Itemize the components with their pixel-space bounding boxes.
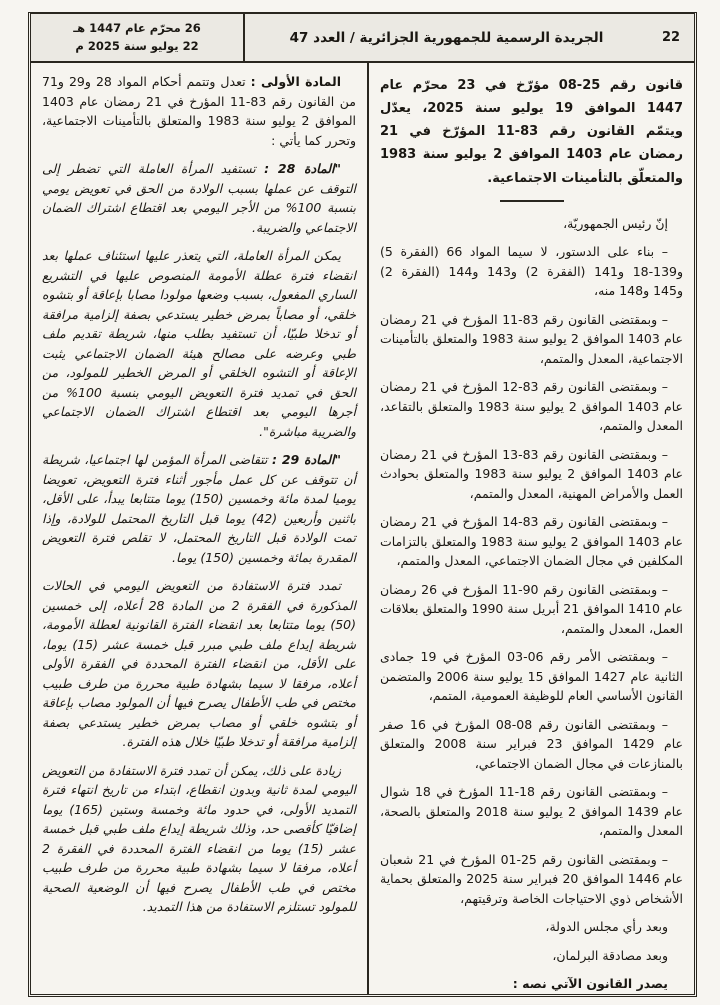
articles-column — [31, 63, 367, 994]
hijri-date: 26 محرّم عام 1447 هـ — [73, 20, 201, 35]
visa-constitution: – بناء على الدستور، لا سيما المواد 66 (الفقرة 5) و139‏-‏18 و141 (الفقرة 2) و143 و144 (الفقرة 2) و145 و148 منه، — [380, 244, 684, 299]
visa-law-83-11: – وبمقتضى القانون رقم 83‏-‏11 المؤرخ في 21 رمضان عام 1403 الموافق 2 يوليو سنة 1983 والمتعلق بالتأمينات الاجتماعية، المعدل والمتمم، — [380, 311, 684, 366]
visa-ordinance-06-03: – وبمقتضى الأمر رقم 06‏-‏03 المؤرخ في 19 جمادى الثانية عام 1427 الموافق 15 يوليو سنة 2006 والمتضمن القانون الأساسي العام للوظيفة العمومية، المتمم، — [380, 649, 684, 704]
preamble-intro: إنّ رئيس الجمهوريّة، — [563, 215, 668, 231]
content-columns — [31, 63, 694, 994]
visa-law-83-13: – وبمقتضى القانون رقم 83‏-‏13 المؤرخ في 21 رمضان عام 1403 الموافق 2 يوليو سنة 1983 والمتعلق بحوادث العمل والأمراض المهنية، المعدل والمتمم، — [380, 446, 683, 501]
law-title: قانون رقم 25‏-‏08 مؤرّخ في 23 محرّم عام 1447 الموافق 19 يوليو سنة 2025، يعدّل ويتمّم القانون رقم 83‏-‏11 المؤرّخ في 21 رمضان عام 1403 الموافق 2 يوليو سنة 1983 والمتعلّق بالتأمينات الاجتماعية. — [380, 78, 684, 186]
visa-law-83-12: – وبمقتضى القانون رقم 83‏-‏12 المؤرخ في 21 رمضان عام 1403 الموافق 2 يوليو سنة 1983 والمتعلق بالتقاعد، المعدل والمتمم، — [380, 379, 683, 434]
journal-title: الجريدة الرسمية للجمهورية الجزائرية / العدد 47 — [289, 29, 604, 46]
promulgation-line: يصدر القانون الآتي نصه : — [512, 976, 668, 992]
article-1-paragraph — [42, 72, 356, 150]
article-28-text-1: تستفيد المرأة العاملة التي تضطر إلى التوقف عن عملها بسبب الولادة من الحق في تعويض يومي بنسبة 100‏% من الأجر اليومي بعد اقتطاع اشتراك الضمان الاجتماعي والضريبة. — [42, 161, 356, 235]
visa-law-08-08: – وبمقتضى القانون رقم 08‏-‏08 المؤرخ في 16 صفر عام 1429 الموافق 23 فبراير سنة 2008 والمتعلق بالمنازعات في مجال الضمان الاجتماعي، — [380, 716, 683, 771]
gregorian-date: 22 يوليو سنة 2025 م — [75, 38, 199, 53]
article-29-paragraph-3: زيادة على ذلك، يمكن أن تمدد فترة الاستفادة من التعويض اليومي لمدة ثانية وبدون انقطاع، ابتداء من تاريخ انتهاء فترة التمديد الأولى، في حدود مائة وخمسة وستين (165) يوما إضافيّا كأقصى حد، وذلك شريطة إيداع ملف طبي قبل خمسة عشر (15) يوما من انقضاء الفترة المحددة في الفقرة 2 أعلاه، مرفقا لا سيما بشهادة طبية محررة من طرف طبيب مختص في طب الأطفال يصرح فيها أن الوضعية الصحية للمولود تستلزم الاستفادة من هذا التمديد. — [42, 762, 356, 914]
article-29-paragraph-2: تمدد فترة الاستفادة من التعويض اليومي في الحالات المذكورة في الفقرة 2 من المادة 28 أعلاه، إلى خمسين (50) يوما متتابعا بعد انقضاء الفترة القانونية لعطلة الأمومة، شريطة إيداع ملف طبي مبرر قبل خمسة عشر (15) يوما، على الأقل، من انقضاء الفترة المحددة في الفقرة الأولى أعلاه، مرفقا لا سيما بشهادة طبية محررة من طرف طبيب مختص في طب الأطفال يصرح فيها أن المولود مصاب بإعاقة أو بتشوه خلقي أو مصاب بمرض خطير يستدعي بصفة إلزامية مرافقة أو تدخلا طبيّا خلال هذه الفترة. — [42, 578, 356, 749]
page-frame — [28, 12, 697, 997]
article-28-label: "المادة 28 : — [264, 161, 341, 176]
article-1-text: تعدل وتتمم أحكام المواد 28 و29 و71 من القانون رقم 83‏-‏11 المؤرخ في 21 رمضان عام 1403 الموافق 2 يوليو سنة 1983 والمتعلق بالتأمينات الاجتماعية، وتحرر كما يأتي : — [42, 74, 356, 148]
article-28-paragraph-1 — [42, 159, 356, 237]
date-box — [31, 14, 245, 61]
article-29-paragraph-1 — [42, 450, 356, 567]
title-separator-rule — [500, 200, 564, 202]
visa-law-25-01: – وبمقتضى القانون رقم 25‏-‏01 المؤرخ في 21 شعبان عام 1446 الموافق 20 فبراير سنة 2025 والمتعلق بحماية الأشخاص ذوي الاحتياجات الخاصة وترقيتهم، — [380, 851, 683, 906]
visa-law-90-11: – وبمقتضى القانون رقم 90‏-‏11 المؤرخ في 26 رمضان عام 1410 الموافق 21 أبريل سنة 1990 والمتعلق بعلاقات العمل، المعدل والمتمم، — [380, 581, 683, 636]
page-number: 22 — [661, 30, 681, 45]
visa-law-18-11: – وبمقتضى القانون رقم 18‏-‏11 المؤرخ في 18 شوال عام 1439 الموافق 2 يوليو سنة 2018 والمتعلق بالصحة، المعدل والمتمم، — [380, 784, 684, 839]
parliament-approval-line: وبعد مصادقة البرلمان، — [552, 947, 668, 963]
law-preamble-column — [367, 63, 694, 994]
article-29-label: "المادة 29 : — [271, 452, 341, 467]
page-header — [31, 14, 694, 63]
article-28-paragraph-2: يمكن المرأة العاملة، التي يتعذر عليها استئناف عملها بعد انقضاء فترة عطلة الأمومة المنصوص عليها في التشريع الساري المفعول، بسبب وضعها مولودا مصابا بإعاقة أو بتشوه خلقي، أو مصاباً بمرض خطير يستدعي بصفة إلزامية مرافقة أو تدخلا طبيّا، أن تستفيد بطلب منها، شريطة تقديم ملف طبي وعرضه على مصالح هيئة الضمان الاجتماعي يثبت الإعاقة أو التشوه الخلقي أو المرض الخطير للمولود، من الحق في تمديد فترة التعويض اليومي بنسبة 100‏% من أجرها اليومي بعد اقتطاع اشتراك الضمان الاجتماعي والضريبة مباشرة". — [42, 248, 356, 439]
visa-law-83-14: – وبمقتضى القانون رقم 83‏-‏14 المؤرخ في 21 رمضان عام 1403 الموافق 2 يوليو سنة 1983 والمتعلق بالتزامات المكلفين في مجال الضمان الاجتماعي، المعدل والمتمم، — [380, 514, 684, 569]
article-1-label: المادة الأولى : — [250, 74, 341, 89]
council-opinion-line: وبعد رأي مجلس الدولة، — [545, 919, 668, 935]
article-29-text-1: تتقاضى المرأة المؤمن لها اجتماعيا، شريطة أن تتوقف عن كل عمل مأجور أثناء فترة التعويض، تعويضا يوميا لمدة مائة وخمسين (150) يوما متتابعا يبدأ، على الأقل، باثنين وأربعين (42) يوما قبل التاريخ المحتمل للولادة، وإذا تمت الولادة قبل التاريخ المحتمل، لا تقلص فترة التعويض المقدرة بمائة وخمسين (150) يوما. — [42, 452, 356, 565]
